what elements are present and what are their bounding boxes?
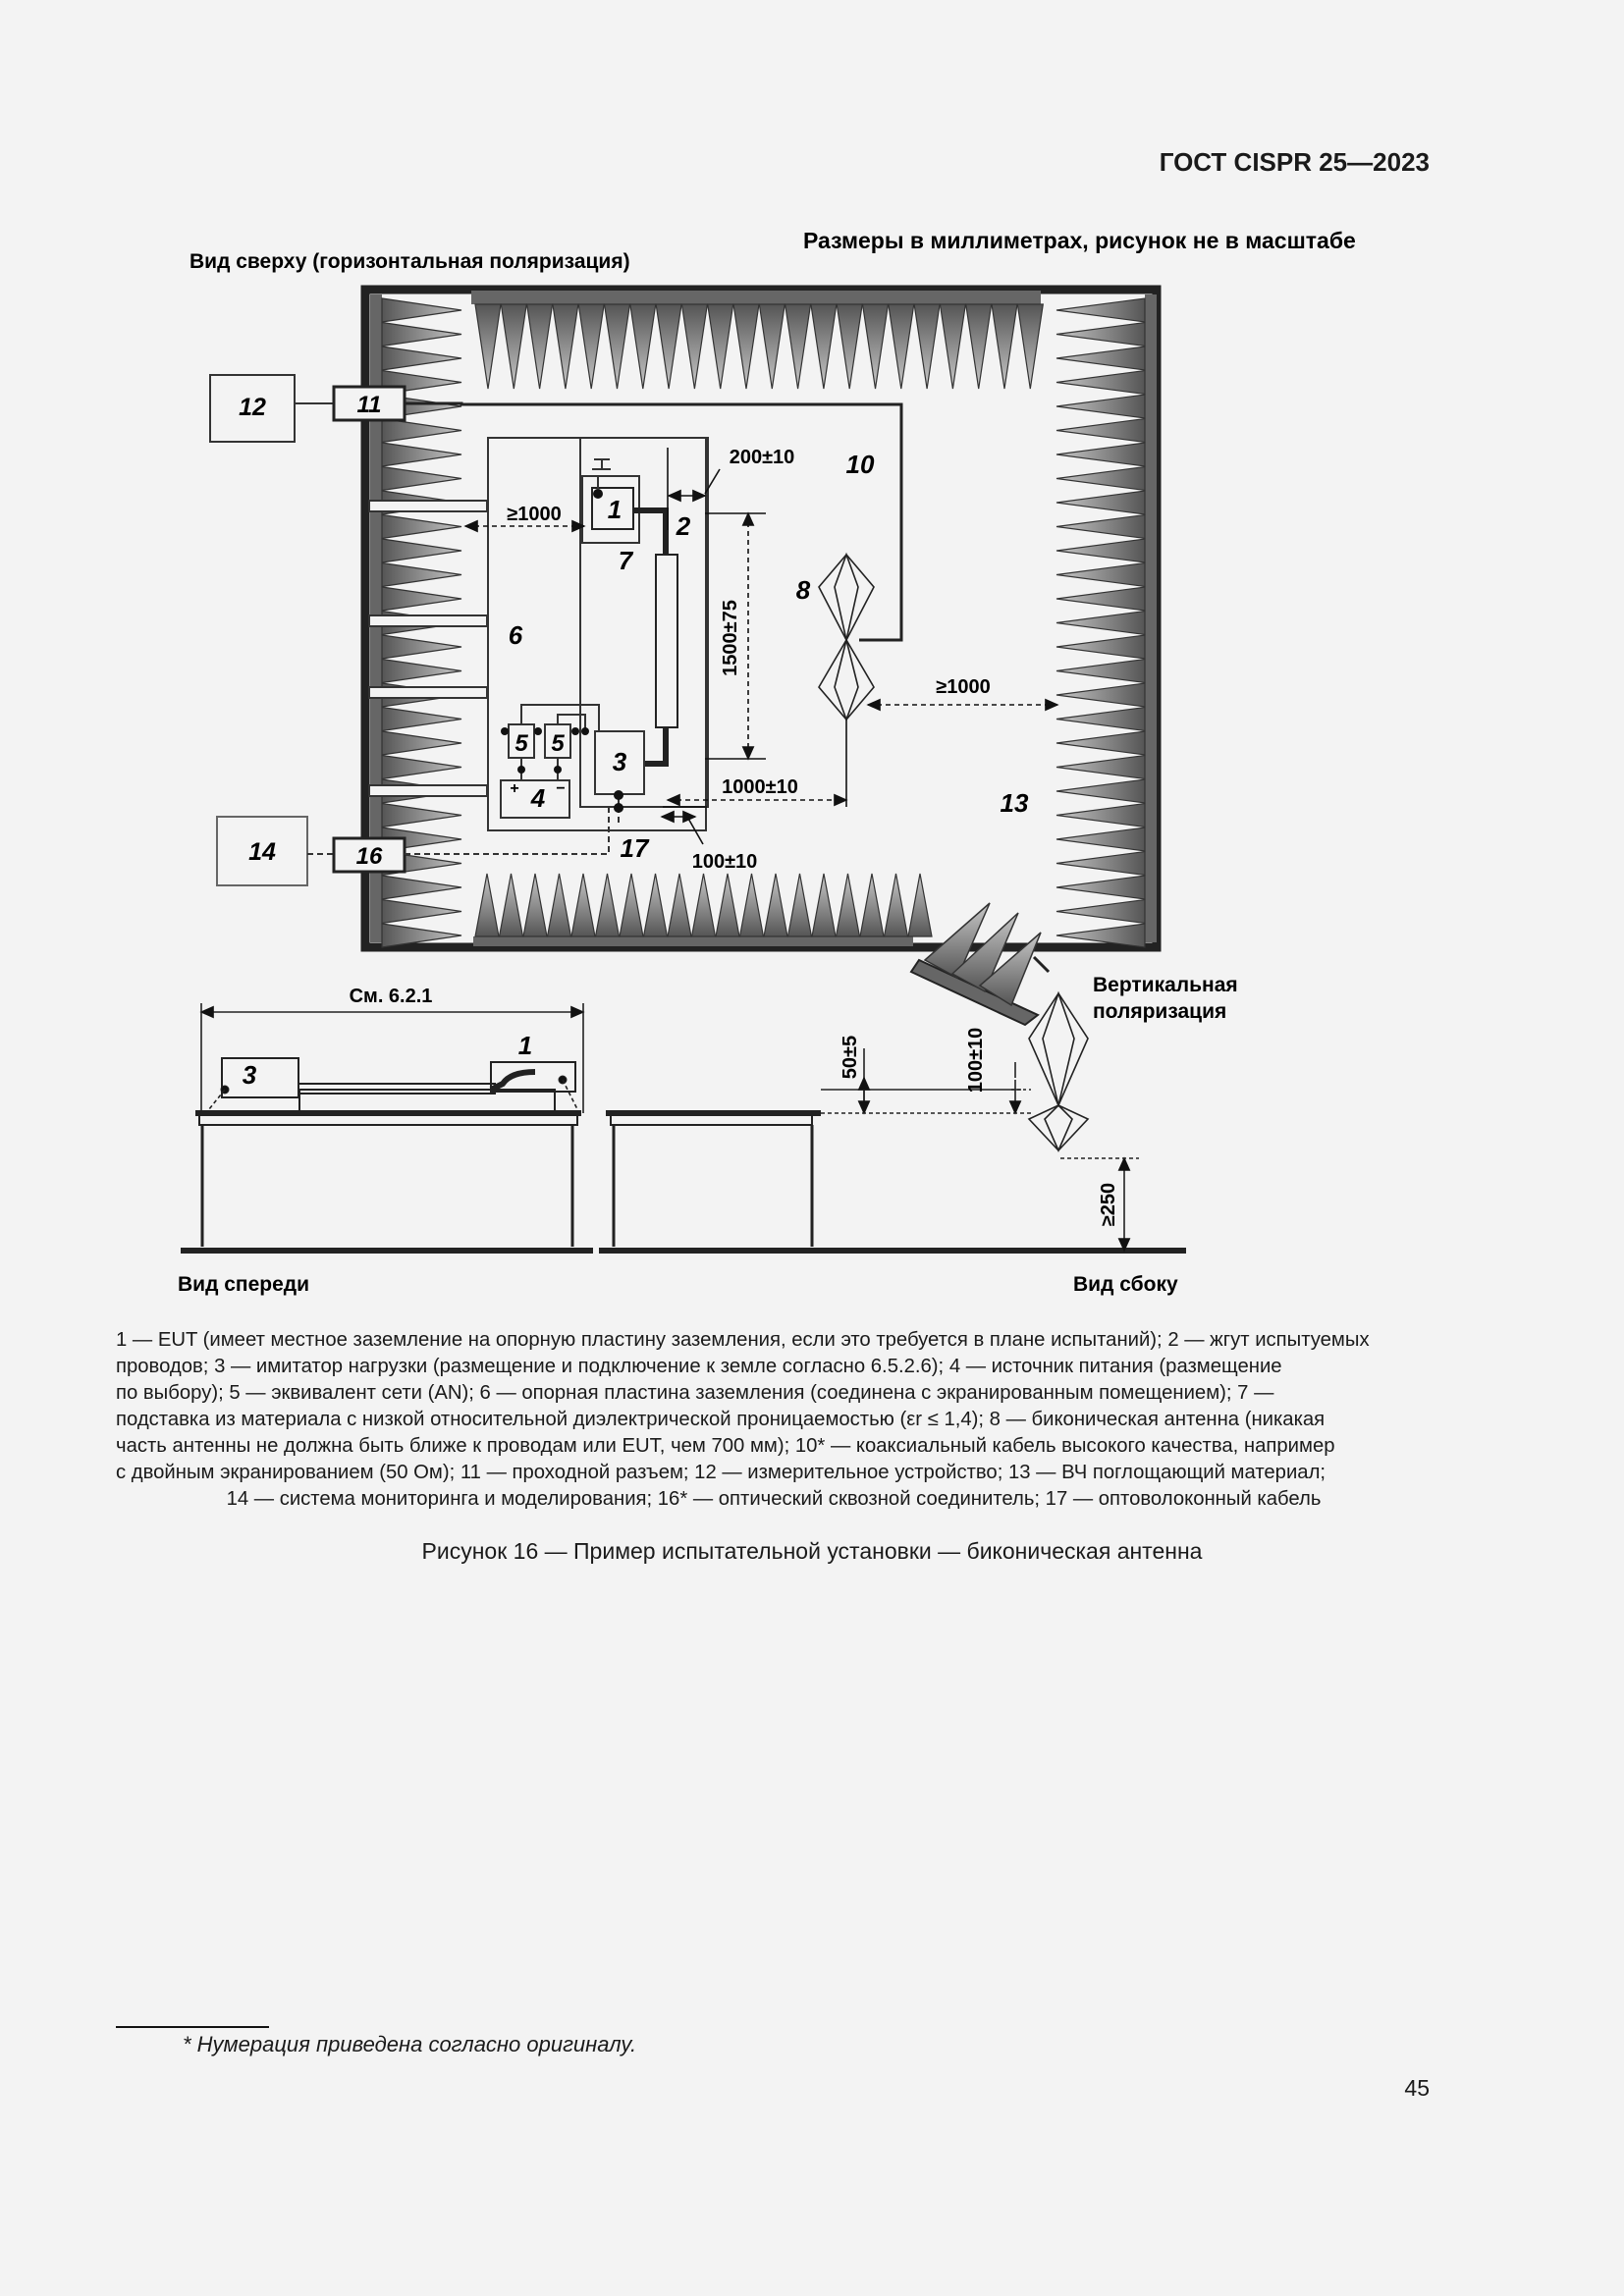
absorber-cone [620, 874, 643, 936]
dim-1000-bottom: 1000±10 [722, 776, 798, 798]
absorber-cone [914, 304, 940, 389]
footnote-separator [116, 2026, 269, 2028]
absorber-cone [966, 304, 992, 389]
absorber-cone [1056, 660, 1145, 683]
absorber-cone [382, 708, 461, 731]
absorber-cone [1056, 395, 1145, 418]
absorber-cone [1056, 779, 1145, 803]
absorber-cone [1056, 298, 1145, 322]
absorber-cone [501, 304, 526, 389]
plus-sign: + [510, 780, 519, 797]
absorber-cone [578, 304, 604, 389]
see-clause: См. 6.2.1 [349, 986, 433, 1007]
label-1: 1 [607, 495, 623, 524]
absorber-cone [605, 304, 630, 389]
absorber-cone [382, 347, 461, 370]
absorber-cone [668, 874, 691, 936]
legend-line: 14 — система мониторинга и моделирования; 16* — оптический сквозной соединитель; 17 — оптоволоконный кабель [226, 1488, 1322, 1510]
absorber-cone [708, 304, 733, 389]
label-6: 6 [508, 620, 523, 650]
corner-absorber-rotated [911, 903, 1049, 1025]
absorber-cone [523, 874, 547, 936]
footnote: * Нумерация приведена согласно оригиналу. [183, 2032, 637, 2056]
document-header: ГОСТ CISPR 25—2023 [1159, 147, 1430, 177]
absorber-cone [382, 804, 461, 828]
absorber-cone [571, 874, 595, 936]
front-label-1: 1 [517, 1031, 533, 1060]
absorber-cone [382, 467, 461, 491]
legend-line: 1 — EUT (имеет местное заземление на опорную пластину заземления, если это требуется в плане испытаний); 2 — жгут испытуемых [116, 1329, 1370, 1351]
label-7: 7 [618, 546, 633, 575]
absorber-cone [716, 874, 739, 936]
absorber-cone [1056, 876, 1145, 899]
absorber-cone [1056, 347, 1145, 370]
figure-caption: Рисунок 16 — Пример испытательной установки — биконическая антенна [421, 1538, 1203, 1564]
figure-legend [116, 1327, 1432, 1513]
eut [582, 459, 639, 543]
absorber-cone [788, 874, 812, 936]
absorber-cone [692, 874, 716, 936]
absorber-cone [1056, 708, 1145, 731]
legend-line: с двойным экранированием (50 Ом); 11 — проходной разъем; 12 — измерительное устройство; 13 — ВЧ поглощающий материал; [116, 1462, 1326, 1483]
absorber-cone [644, 874, 668, 936]
measuring-device [210, 375, 295, 442]
absorber-cone [500, 874, 523, 936]
minus-sign: − [556, 780, 566, 797]
absorber-cone [1056, 828, 1145, 851]
absorber-cone [885, 874, 908, 936]
absorber-cone [1017, 304, 1043, 389]
absorber-cone [630, 304, 656, 389]
absorber-cone [837, 304, 862, 389]
absorber-cone [475, 874, 499, 936]
absorber-cone [1056, 563, 1145, 587]
absorber-cone [382, 563, 461, 587]
legend-line: подставка из материала с низкой относительной диэлектрической проницаемостью (εr ≤ 1,4); 8 — биконическая антенна (никакая [116, 1409, 1326, 1430]
absorber-cone [382, 660, 461, 683]
label-13: 13 [1000, 788, 1029, 818]
label-10: 10 [845, 450, 875, 479]
absorber-cone [382, 323, 461, 347]
load-simulator [595, 731, 644, 813]
absorber-cone [1056, 371, 1145, 395]
label-16: 16 [355, 843, 383, 870]
absorber-cone [1056, 491, 1145, 514]
absorber-cone [681, 304, 707, 389]
absorber-cone [382, 900, 461, 924]
dim-100-vertical: 100±10 [965, 1027, 987, 1094]
absorber-cone [812, 874, 836, 936]
dim-200: 200±10 [729, 447, 795, 468]
monitoring-system [217, 817, 307, 885]
absorber-cone [382, 515, 461, 539]
absorber-cone [1056, 756, 1145, 779]
vertical-polarization-line1: Вертикальная [1093, 974, 1238, 996]
absorber-bottom [475, 874, 932, 936]
absorber-cone [908, 874, 932, 936]
absorber-cone [1056, 683, 1145, 707]
label-5a: 5 [514, 730, 528, 757]
vertical-polarization-line2: поляризация [1093, 1000, 1227, 1023]
absorber-cone [1056, 539, 1145, 562]
dim-250: ≥250 [1098, 1182, 1119, 1227]
absorber-cone [1056, 467, 1145, 491]
absorber-cone [382, 635, 461, 659]
power-supply-and-an [501, 705, 599, 818]
absorber-cone [759, 304, 785, 389]
absorber-right [1056, 298, 1145, 947]
absorber-cone [940, 304, 965, 389]
front-view-label: Вид спереди [178, 1273, 310, 1296]
label-3: 3 [612, 747, 627, 776]
absorber-cone [1056, 323, 1145, 347]
absorber-cone [1056, 852, 1145, 876]
label-5b: 5 [551, 730, 565, 757]
absorber-cone [548, 874, 571, 936]
label-14: 14 [248, 838, 276, 866]
label-17: 17 [620, 833, 649, 863]
legend-line: по выбору); 5 — эквивалент сети (AN); 6 — опорная пластина заземления (соединена с экранированным помещением); 7 — [116, 1382, 1274, 1404]
biconical-antenna-vertical [1029, 993, 1088, 1150]
optical-feedthrough [334, 838, 405, 872]
absorber-cone [382, 756, 461, 779]
absorber-cone [382, 298, 461, 322]
absorber-cone [553, 304, 578, 389]
absorber-top [475, 304, 1043, 389]
absorber-cone [1056, 900, 1145, 924]
absorber-cone [1056, 635, 1145, 659]
page-number: 45 [1404, 2075, 1430, 2101]
absorber-cone [1056, 515, 1145, 539]
caption-dimensions-note: Размеры в миллиметрах, рисунок не в масштабе [803, 228, 1356, 253]
absorber-cone [596, 874, 620, 936]
absorber-cone [1056, 731, 1145, 755]
absorber-cone [889, 304, 914, 389]
absorber-cone [740, 874, 764, 936]
coax-cable [405, 403, 901, 640]
absorber-cone [1056, 587, 1145, 611]
absorber-cone [527, 304, 553, 389]
absorber-cone [863, 304, 889, 389]
label-8: 8 [795, 575, 811, 605]
absorber-cone [382, 419, 461, 443]
absorber-cone [382, 876, 461, 899]
absorber-cone [764, 874, 787, 936]
absorber-cone [811, 304, 837, 389]
absorber-cone [1056, 443, 1145, 466]
label-4: 4 [530, 783, 546, 813]
caption-top-view: Вид сверху (горизонтальная поляризация) [189, 250, 630, 273]
absorber-cone [1056, 612, 1145, 635]
front-label-3: 3 [242, 1060, 257, 1090]
biconical-antenna-top [819, 555, 874, 720]
feedthrough-connector [334, 387, 405, 420]
absorber-cone [475, 304, 501, 389]
legend-line: часть антенны не должна быть ближе к проводам или EUT, чем 700 мм); 10* — коаксиальный кабель высокого качества, например [116, 1435, 1335, 1457]
absorber-cone [837, 874, 860, 936]
absorber-cone [785, 304, 811, 389]
absorber-cone [382, 731, 461, 755]
dim-50: 50±5 [839, 1035, 861, 1080]
absorber-cone [1056, 419, 1145, 443]
absorber-cone [382, 443, 461, 466]
label-12: 12 [239, 394, 266, 421]
dim-1000-left: ≥1000 [507, 504, 562, 525]
absorber-cone [656, 304, 681, 389]
label-2: 2 [676, 511, 691, 541]
absorber-cone [733, 304, 759, 389]
absorber-cone [382, 587, 461, 611]
label-11: 11 [356, 392, 382, 418]
absorber-cone [992, 304, 1017, 389]
side-view-label: Вид сбоку [1073, 1273, 1178, 1296]
dim-1000-right: ≥1000 [936, 676, 991, 698]
dim-100: 100±10 [691, 851, 758, 873]
absorber-cone [382, 539, 461, 562]
legend-line: проводов; 3 — имитатор нагрузки (размещение и подключение к земле согласно 6.5.2.6); 4 — источник питания (размещение [116, 1356, 1282, 1377]
dim-1500: 1500±75 [720, 600, 741, 676]
absorber-cone [1056, 804, 1145, 828]
absorber-cone [860, 874, 884, 936]
